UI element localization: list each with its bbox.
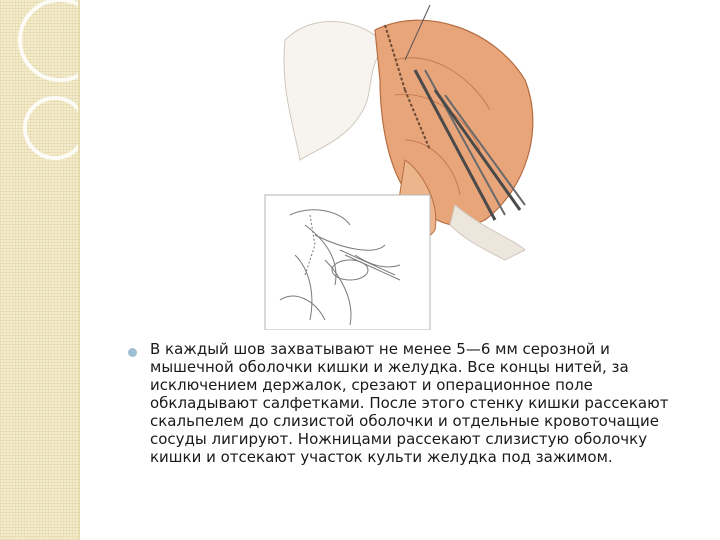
- bullet-text: В каждый шов захватывают не менее 5—6 мм серозной и мышечной оболочки кишки и желудка. Все концы нитей, за исключением держалок, срезают и операционное поле обкладывают салфетками. После этого стенку кишки рассекают скальпелем до слизистой оболочки и отдельные кровоточащие сосуды лигируют. Ножницами рассекают слизистую оболочку кишки и отсекают участок культи желудка под зажимом.: [150, 340, 669, 466]
- surgical-figure: [255, 0, 545, 330]
- bullet-dot-icon: [128, 348, 137, 357]
- bullet-item: [128, 340, 688, 466]
- sidebar-divider: [78, 0, 80, 540]
- decorative-sidebar: [0, 0, 78, 540]
- surgical-illustration-icon: [255, 0, 545, 330]
- sidebar-circles-icon: [0, 0, 78, 540]
